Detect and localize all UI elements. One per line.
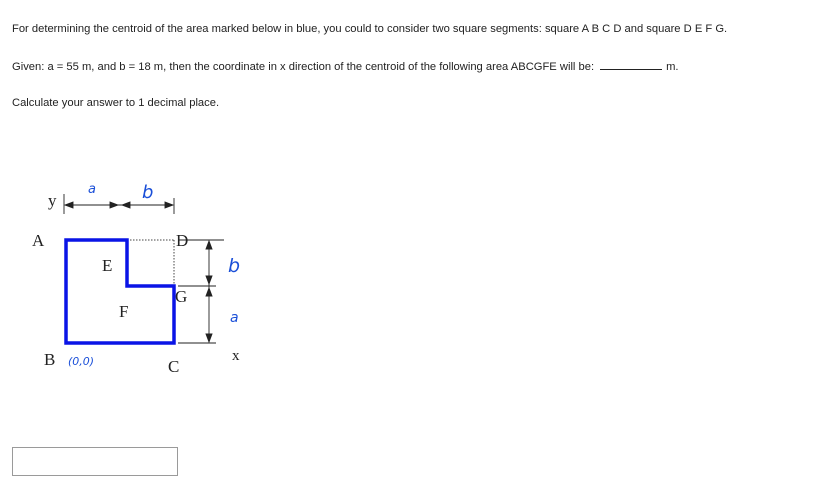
point-c-label: C: [168, 357, 180, 376]
dotted-outline: [127, 240, 174, 286]
right-b-annotation: b: [228, 255, 241, 277]
right-a-annotation: a: [230, 310, 239, 326]
answer-input[interactable]: [12, 447, 178, 476]
question-line-2: [12, 60, 679, 73]
question-line-3: Calculate your answer to 1 decimal place.: [12, 97, 220, 109]
question-line-1: For determining the centroid of the area marked below in blue, you could to consider two square segments: square A B C D and square D E F G.: [12, 23, 728, 35]
answer-blank: [600, 60, 662, 70]
point-b-label: B: [44, 350, 56, 369]
origin-annotation: (0,0): [68, 355, 95, 368]
y-axis-label: y: [48, 191, 57, 210]
point-g-label: G: [175, 287, 188, 306]
top-a-annotation: a: [88, 182, 96, 197]
point-a-label: A: [32, 231, 45, 250]
point-e-label: E: [102, 256, 113, 275]
question-unit: m.: [666, 61, 679, 73]
point-d-label: D: [176, 231, 189, 250]
question-given: Given: a = 55 m, and b = 18 m, then the coordinate in x direction of the centroid of the following area ABCGFE will be:: [12, 61, 595, 73]
centroid-figure: [26, 176, 256, 386]
x-axis-label: x: [232, 348, 240, 364]
blue-area-outline: [66, 240, 174, 343]
top-dimension: [64, 194, 174, 214]
point-f-label: F: [119, 302, 129, 321]
top-b-annotation: b: [142, 182, 154, 203]
